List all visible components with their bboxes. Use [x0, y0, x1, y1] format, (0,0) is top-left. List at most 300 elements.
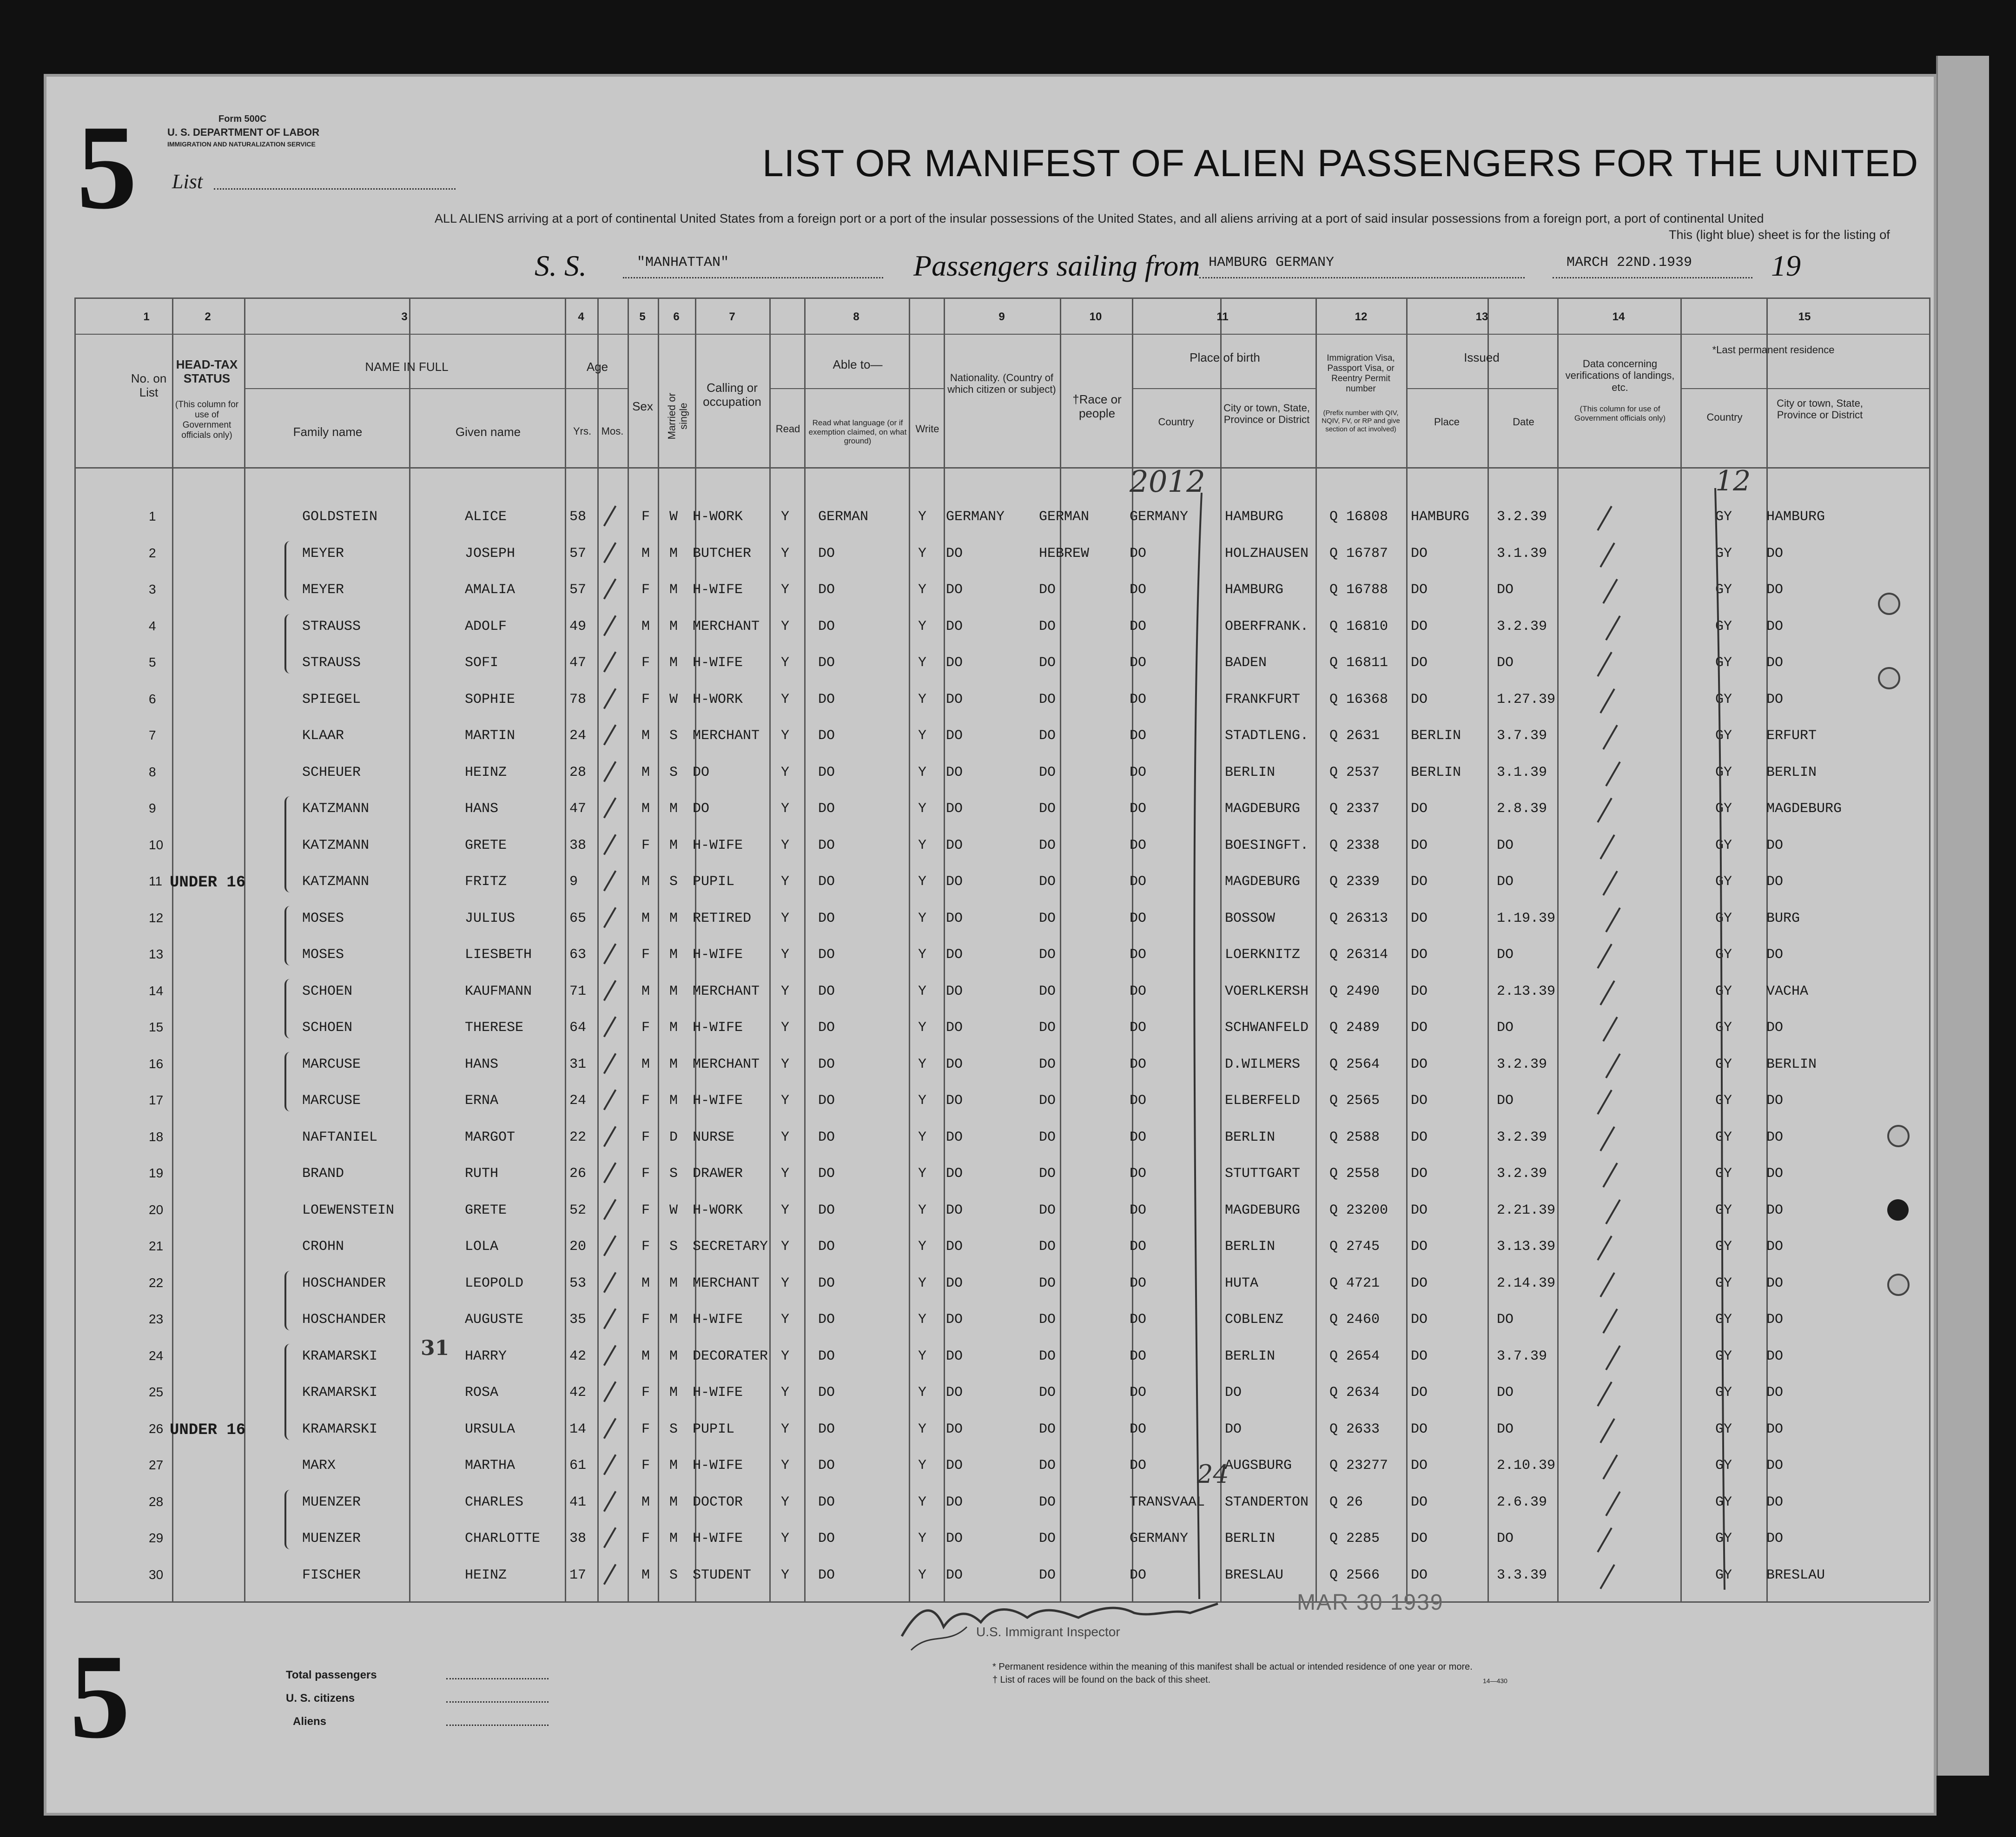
age-years: 20 — [569, 1239, 587, 1255]
race: DO — [1039, 1020, 1056, 1036]
residence-country: GY — [1715, 837, 1732, 853]
occupation: SECRETARY — [693, 1239, 768, 1255]
nationality: DO — [946, 947, 963, 963]
service: IMMIGRATION AND NATURALIZATION SERVICE — [167, 140, 316, 148]
race: DO — [1039, 764, 1056, 780]
given-name: ROSA — [465, 1385, 499, 1401]
can-read: Y — [781, 1275, 790, 1291]
nationality: DO — [946, 1275, 963, 1291]
can-read: Y — [781, 764, 790, 780]
header-visa: Immigration Visa, Passport Visa, or Reentry Permit number — [1327, 353, 1395, 394]
header-no-on-list: No. on List — [131, 371, 167, 399]
verification-tick — [1602, 871, 1618, 896]
given-name: JULIUS — [465, 910, 516, 926]
birth-country: DO — [1130, 947, 1147, 963]
age-years: 65 — [569, 910, 587, 926]
read-language: DO — [818, 1093, 835, 1109]
birth-country: DO — [1130, 655, 1147, 671]
header-verification: Data concerning verifications of landings, etc. — [1565, 358, 1675, 393]
birth-country: DO — [1130, 1202, 1147, 1218]
issued-date: 1.27.39 — [1497, 691, 1556, 707]
marital-status: M — [669, 910, 678, 926]
residence-city: DO — [1766, 1275, 1784, 1291]
table-row — [0, 692, 1841, 728]
punch-hole-3 — [1887, 1274, 1910, 1296]
marital-status: S — [669, 874, 678, 890]
age-tick — [603, 1418, 616, 1439]
list-number-top: 5 — [77, 100, 137, 234]
sex: F — [641, 509, 650, 525]
birth-country: DO — [1130, 1348, 1147, 1364]
residence-country: GY — [1715, 545, 1732, 562]
header-residence-country: Country — [1706, 411, 1743, 423]
column-number: 2 — [205, 311, 211, 323]
header-visa-note: (Prefix number with QIV, NQIV, FV, or RP and give section of act involved) — [1322, 409, 1400, 433]
visa-number: Q 2339 — [1329, 874, 1380, 890]
can-write: Y — [918, 509, 927, 525]
can-write: Y — [918, 691, 927, 707]
table-row — [0, 911, 1841, 947]
issued-place: DO — [1411, 1093, 1428, 1109]
read-language: DO — [818, 1166, 835, 1182]
residence-country: GY — [1715, 1458, 1732, 1474]
grid-vline — [1929, 297, 1930, 1601]
residence-country: GY — [1715, 1531, 1732, 1546]
family-name: BRAND — [302, 1166, 344, 1182]
can-read: Y — [781, 1239, 790, 1255]
verification-tick — [1605, 1345, 1620, 1370]
given-name: THERESE — [465, 1020, 524, 1036]
read-language: GERMAN — [818, 509, 869, 525]
residence-city: DO — [1766, 1458, 1784, 1474]
can-read: Y — [781, 801, 790, 817]
birth-country: DO — [1130, 618, 1147, 634]
given-name: URSULA — [465, 1421, 516, 1437]
marital-status: M — [669, 1020, 678, 1036]
can-write: Y — [918, 1421, 927, 1437]
can-write: Y — [918, 1129, 927, 1145]
verification-tick — [1602, 725, 1618, 750]
grid-subheader-line — [1406, 388, 1557, 389]
age-years: 78 — [569, 691, 587, 707]
residence-city: DO — [1766, 837, 1784, 853]
can-read: Y — [781, 910, 790, 926]
birth-city: HAMBURG — [1225, 582, 1284, 598]
can-write: Y — [918, 837, 927, 853]
nationality: DO — [946, 1421, 963, 1437]
verification-tick — [1597, 1381, 1612, 1407]
age-tick — [603, 542, 616, 563]
residence-city: DO — [1766, 545, 1784, 562]
can-write: Y — [918, 1458, 927, 1474]
departure-port: HAMBURG GERMANY — [1209, 255, 1335, 271]
issued-date: 3.3.39 — [1497, 1567, 1547, 1583]
issued-date: 3.1.39 — [1497, 545, 1547, 562]
departure-date: MARCH 22ND.1939 — [1567, 255, 1692, 271]
header-write: Write — [915, 423, 939, 435]
family-name: LOEWENSTEIN — [302, 1202, 395, 1218]
issued-place: DO — [1411, 1056, 1428, 1072]
can-write: Y — [918, 1239, 927, 1255]
can-write: Y — [918, 1385, 927, 1401]
nationality: DO — [946, 1166, 963, 1182]
race: DO — [1039, 1093, 1056, 1109]
occupation: H-WORK — [693, 509, 743, 525]
given-name: LIESBETH — [465, 947, 532, 963]
verification-tick — [1600, 834, 1615, 859]
birth-city: STANDERTON — [1225, 1494, 1309, 1510]
list-number-bottom: 5 — [70, 1630, 130, 1764]
birth-city: LOERKNITZ — [1225, 947, 1301, 963]
row-number: 22 — [149, 1275, 164, 1290]
age-years: 26 — [569, 1166, 587, 1182]
residence-city: DO — [1766, 618, 1784, 634]
birth-country: DO — [1130, 1020, 1147, 1036]
age-years: 47 — [569, 655, 587, 671]
given-name: MARTHA — [465, 1458, 516, 1474]
sex: M — [641, 618, 650, 634]
birth-city: HAMBURG — [1225, 509, 1284, 525]
table-row — [0, 509, 1841, 545]
read-language: DO — [818, 1239, 835, 1255]
given-name: SOPHIE — [465, 691, 516, 707]
issued-place: DO — [1411, 947, 1428, 963]
nationality: DO — [946, 1239, 963, 1255]
family-brace — [284, 796, 295, 892]
grid-subheader-line — [769, 388, 944, 389]
footnote-residence: * Permanent residence within the meaning of this manifest shall be actual or intended residence of one year or more. — [992, 1662, 1473, 1672]
port-line — [1199, 277, 1525, 278]
residence-country: GY — [1715, 764, 1732, 780]
footnote-races: † List of races will be found on the back of this sheet. — [992, 1675, 1211, 1685]
row-number: 25 — [149, 1385, 164, 1399]
visa-number: Q 23200 — [1329, 1202, 1388, 1218]
residence-country: GY — [1715, 1239, 1732, 1255]
sex: M — [641, 910, 650, 926]
table-row — [0, 546, 1841, 582]
can-read: Y — [781, 947, 790, 963]
us-citizens-line — [446, 1701, 549, 1703]
residence-country: GY — [1715, 1494, 1732, 1510]
sex: M — [641, 764, 650, 780]
head-tax-status: UNDER 16 — [170, 1421, 246, 1439]
age-tick — [603, 724, 616, 745]
read-language: DO — [818, 1567, 835, 1583]
age-tick — [603, 980, 616, 1001]
table-row — [0, 1203, 1841, 1239]
verification-tick — [1600, 1126, 1615, 1151]
residence-city: DO — [1766, 1239, 1784, 1255]
can-read: Y — [781, 1020, 790, 1036]
given-name: HANS — [465, 801, 499, 817]
age-tick — [603, 1381, 616, 1402]
table-row — [0, 801, 1841, 837]
residence-country: GY — [1715, 1385, 1732, 1401]
can-write: Y — [918, 1166, 927, 1182]
age-tick — [603, 797, 616, 818]
can-read: Y — [781, 874, 790, 890]
table-row — [0, 728, 1841, 764]
residence-city: DO — [1766, 582, 1784, 598]
residence-country: GY — [1715, 983, 1732, 999]
age-years: 17 — [569, 1567, 587, 1583]
column-number: 9 — [998, 311, 1005, 323]
family-brace — [284, 1344, 295, 1440]
can-read: Y — [781, 1093, 790, 1109]
can-read: Y — [781, 509, 790, 525]
given-name: MARGOT — [465, 1129, 516, 1145]
column-number: 6 — [673, 311, 680, 323]
handwritten-2012: 2012 — [1130, 465, 1205, 499]
residence-country: GY — [1715, 1275, 1732, 1291]
birth-city: AUGSBURG — [1225, 1458, 1292, 1474]
marital-status: M — [669, 1056, 678, 1072]
row-number: 1 — [149, 509, 156, 523]
visa-number: Q 2285 — [1329, 1531, 1380, 1546]
issued-place: DO — [1411, 874, 1428, 890]
visa-number: Q 2654 — [1329, 1348, 1380, 1364]
visa-number: Q 2490 — [1329, 983, 1380, 999]
issued-place: DO — [1411, 1567, 1428, 1583]
age-tick — [603, 615, 616, 636]
read-language: DO — [818, 1494, 835, 1510]
birth-city: DO — [1225, 1421, 1242, 1437]
verification-tick — [1600, 980, 1615, 1005]
given-name: AMALIA — [465, 582, 516, 598]
column-number: 8 — [853, 311, 859, 323]
punch-hole-2 — [1887, 1199, 1909, 1221]
occupation: H-WIFE — [693, 1312, 743, 1328]
birth-city: BERLIN — [1225, 1348, 1276, 1364]
table-row — [0, 1093, 1841, 1129]
occupation: RETIRED — [693, 910, 752, 926]
sex: M — [641, 1275, 650, 1291]
birth-city: BERLIN — [1225, 764, 1276, 780]
verification-tick — [1597, 652, 1612, 677]
race: DO — [1039, 1348, 1056, 1364]
can-read: Y — [781, 1421, 790, 1437]
occupation: MERCHANT — [693, 983, 760, 999]
marital-status: S — [669, 764, 678, 780]
age-years: 31 — [569, 1056, 587, 1072]
issued-date: DO — [1497, 837, 1514, 853]
nationality: DO — [946, 1348, 963, 1364]
birth-country: DO — [1130, 837, 1147, 853]
race: HEBREW — [1039, 545, 1090, 562]
marital-status: M — [669, 1458, 678, 1474]
family-name: SCHOEN — [302, 1020, 353, 1036]
row-number: 18 — [149, 1129, 164, 1144]
age-years: 58 — [569, 509, 587, 525]
sex: F — [641, 1129, 650, 1145]
row-number: 11 — [149, 874, 163, 888]
residence-city: DO — [1766, 1020, 1784, 1036]
verification-tick — [1605, 761, 1620, 786]
issued-date: 3.2.39 — [1497, 509, 1547, 525]
race: DO — [1039, 1129, 1056, 1145]
issued-place: DO — [1411, 1458, 1428, 1474]
race: DO — [1039, 618, 1056, 634]
family-name: KRAMARSKI — [302, 1421, 378, 1437]
row-number: 23 — [149, 1312, 164, 1326]
sex: M — [641, 801, 650, 817]
column-number: 13 — [1475, 311, 1488, 323]
header-issued-place: Place — [1434, 416, 1460, 428]
marital-status: W — [669, 691, 678, 707]
issued-date: 3.2.39 — [1497, 1056, 1547, 1072]
handwritten-31: 31 — [421, 1336, 449, 1360]
family-brace — [284, 979, 295, 1039]
can-write: Y — [918, 1567, 927, 1583]
sex: M — [641, 874, 650, 890]
residence-country: GY — [1715, 1020, 1732, 1036]
family-brace — [284, 1271, 295, 1331]
given-name: HEINZ — [465, 764, 507, 780]
can-read: Y — [781, 1494, 790, 1510]
visa-number: Q 2460 — [1329, 1312, 1380, 1328]
residence-country: GY — [1715, 582, 1732, 598]
residence-country: GY — [1715, 1421, 1732, 1437]
sex: F — [641, 1166, 650, 1182]
list-blank-line — [214, 188, 456, 190]
row-number: 26 — [149, 1421, 164, 1436]
given-name: GRETE — [465, 1202, 507, 1218]
issued-date: 3.7.39 — [1497, 728, 1547, 744]
issued-date: DO — [1497, 1020, 1514, 1036]
birth-city: STUTTGART — [1225, 1166, 1301, 1182]
marital-status: M — [669, 1093, 678, 1109]
sex: F — [641, 1239, 650, 1255]
can-read: Y — [781, 1202, 790, 1218]
occupation: DRAWER — [693, 1166, 743, 1182]
birth-city: BADEN — [1225, 655, 1267, 671]
residence-city: DO — [1766, 691, 1784, 707]
visa-number: Q 2631 — [1329, 728, 1380, 744]
birth-country: DO — [1130, 691, 1147, 707]
occupation: MERCHANT — [693, 1056, 760, 1072]
family-name: MUENZER — [302, 1531, 361, 1546]
issued-place: BERLIN — [1411, 728, 1461, 744]
header-calling: Calling or occupation — [703, 381, 761, 409]
table-row — [0, 1275, 1841, 1312]
read-language: DO — [818, 764, 835, 780]
age-tick — [603, 1126, 616, 1147]
residence-city: BURG — [1766, 910, 1800, 926]
occupation: H-WIFE — [693, 655, 743, 671]
column-number: 7 — [729, 311, 735, 323]
can-write: Y — [918, 1531, 927, 1546]
residence-country: GY — [1715, 618, 1732, 634]
can-write: Y — [918, 764, 927, 780]
visa-number: Q 26313 — [1329, 910, 1388, 926]
department: U. S. DEPARTMENT OF LABOR — [167, 126, 320, 138]
issued-date: 1.19.39 — [1497, 910, 1556, 926]
race: DO — [1039, 1166, 1056, 1182]
birth-city: COBLENZ — [1225, 1312, 1284, 1328]
nationality: DO — [946, 910, 963, 926]
given-name: ERNA — [465, 1093, 499, 1109]
read-language: DO — [818, 1348, 835, 1364]
birth-country: DO — [1130, 1056, 1147, 1072]
can-write: Y — [918, 947, 927, 963]
birth-country: DO — [1130, 545, 1147, 562]
issued-date: 3.13.39 — [1497, 1239, 1556, 1255]
handwritten-12: 12 — [1715, 465, 1751, 497]
birth-city: HOLZHAUSEN — [1225, 545, 1309, 562]
nationality: DO — [946, 728, 963, 744]
read-language: DO — [818, 1421, 835, 1437]
verification-tick — [1600, 1564, 1615, 1589]
age-tick — [603, 1491, 616, 1512]
issued-place: DO — [1411, 910, 1428, 926]
age-years: 57 — [569, 582, 587, 598]
race: DO — [1039, 691, 1056, 707]
row-number: 15 — [149, 1020, 164, 1034]
date-stamp: MAR 30 1939 — [1297, 1590, 1444, 1615]
residence-country: GY — [1715, 655, 1732, 671]
age-years: 38 — [569, 837, 587, 853]
form-code: 14—430 — [1483, 1677, 1507, 1685]
issued-date: 3.2.39 — [1497, 1129, 1547, 1145]
issued-date: DO — [1497, 1531, 1514, 1546]
grid-subheader-line — [1132, 388, 1315, 389]
can-read: Y — [781, 545, 790, 562]
can-write: Y — [918, 983, 927, 999]
visa-number: Q 2588 — [1329, 1129, 1380, 1145]
sex: F — [641, 1093, 650, 1109]
occupation: DO — [693, 801, 710, 817]
can-read: Y — [781, 1312, 790, 1328]
issued-place: DO — [1411, 1239, 1428, 1255]
family-name: MEYER — [302, 582, 344, 598]
race: DO — [1039, 1531, 1056, 1546]
header-head-tax-note: (This column for use of Government officials only) — [175, 400, 239, 440]
marital-status: D — [669, 1129, 678, 1145]
occupation: H-WIFE — [693, 837, 743, 853]
table-row — [0, 1130, 1841, 1166]
occupation: NURSE — [693, 1129, 735, 1145]
issued-date: 2.14.39 — [1497, 1275, 1556, 1291]
issued-place: DO — [1411, 983, 1428, 999]
header-given-name: Given name — [455, 425, 521, 439]
birth-city: BRESLAU — [1225, 1567, 1284, 1583]
issued-place: DO — [1411, 1494, 1428, 1510]
read-language: DO — [818, 910, 835, 926]
birth-city: BERLIN — [1225, 1129, 1276, 1145]
visa-number: Q 2566 — [1329, 1567, 1380, 1583]
occupation: PUPIL — [693, 1421, 735, 1437]
issued-date: DO — [1497, 1312, 1514, 1328]
form-number: Form 500C — [218, 114, 267, 124]
family-brace — [284, 1052, 295, 1112]
age-tick — [603, 1053, 616, 1074]
row-number: 3 — [149, 582, 156, 596]
page-edge — [1936, 56, 1989, 1776]
sex: F — [641, 947, 650, 963]
marital-status: M — [669, 947, 678, 963]
residence-city: DO — [1766, 1348, 1784, 1364]
table-row — [0, 1020, 1841, 1056]
handwritten-residence-stroke — [1697, 479, 1752, 1594]
age-tick — [603, 1564, 616, 1585]
marital-status: M — [669, 618, 678, 634]
punch-hole-4 — [1878, 593, 1900, 615]
handwritten-vertical-stroke — [1116, 465, 1255, 1604]
verification-tick — [1600, 688, 1615, 714]
residence-country: GY — [1715, 1348, 1732, 1364]
occupation: MERCHANT — [693, 618, 760, 634]
read-language: DO — [818, 1531, 835, 1546]
